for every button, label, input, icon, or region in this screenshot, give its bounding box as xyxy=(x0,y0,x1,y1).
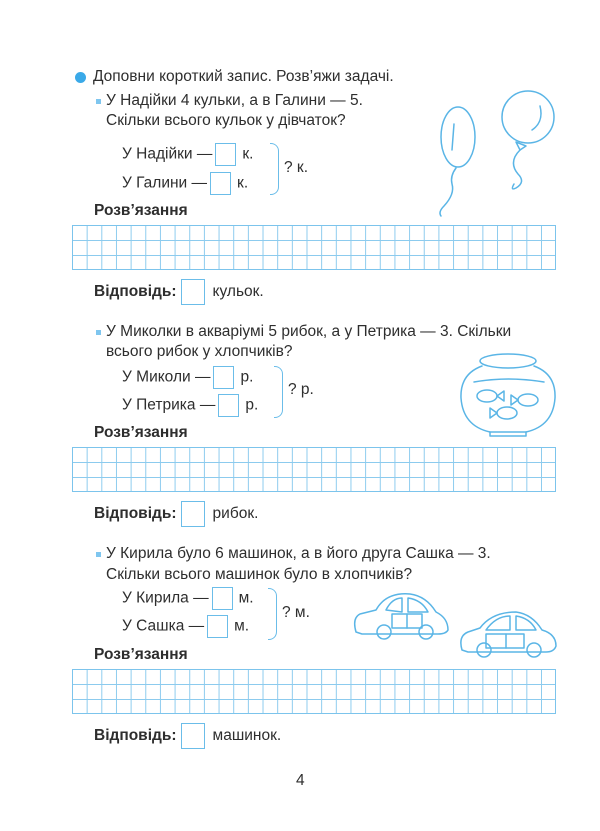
task3-answer-label: Відповідь: xyxy=(94,727,177,745)
unit: м. xyxy=(234,617,250,635)
fishbowl-illustration xyxy=(460,352,556,436)
task2-row1: У Миколи — xyxy=(122,368,211,386)
balloons-illustration xyxy=(430,92,560,217)
task1-answer-unit: кульок. xyxy=(212,283,264,301)
task3-line2: Скільки всього машинок було в хлопчиків? xyxy=(106,566,413,583)
task1-answer-label: Відповідь: xyxy=(94,283,177,301)
page-number: 4 xyxy=(296,772,305,789)
unit: р. xyxy=(240,368,254,386)
task1-answer-input[interactable] xyxy=(181,279,205,305)
task1-total: ? к. xyxy=(284,159,309,176)
unit: м. xyxy=(238,589,254,607)
brace xyxy=(270,143,279,195)
task1-solution-label: Розв’язання xyxy=(94,202,188,219)
task2-line1: У Миколки в акваріумі 5 рибок, а у Петрика — 3. Скільки xyxy=(106,323,512,340)
task2-answer-unit: рибок. xyxy=(212,505,259,523)
task1-row2: У Галини — xyxy=(122,174,208,192)
task1-solution-grid[interactable] xyxy=(72,225,556,270)
unit: к. xyxy=(242,145,254,163)
task2-line2: всього рибок у хлопчиків? xyxy=(106,343,293,360)
task3-row1: У Кирила — xyxy=(122,589,209,607)
task1-input1[interactable] xyxy=(215,143,236,166)
task1-line2: Скільки всього кульок у дівчаток? xyxy=(106,112,346,129)
task1-row1: У Надійки — xyxy=(122,145,213,163)
task3-solution-grid[interactable] xyxy=(72,669,556,714)
unit: р. xyxy=(245,396,259,414)
instruction: Доповни короткий запис. Розв’яжи задачі. xyxy=(93,68,394,85)
task2-input2[interactable] xyxy=(218,394,239,417)
task3-input2[interactable] xyxy=(207,615,228,638)
task3-input1[interactable] xyxy=(212,587,233,610)
task2-solution-grid[interactable] xyxy=(72,447,556,492)
task-bullet xyxy=(96,552,101,557)
brace xyxy=(274,366,283,418)
car-illustration xyxy=(458,606,558,656)
car-illustration xyxy=(352,588,452,638)
task2-total: ? р. xyxy=(288,381,314,398)
task3-solution-label: Розв’язання xyxy=(94,646,188,663)
task3-answer-input[interactable] xyxy=(181,723,205,749)
task2-row2: У Петрика — xyxy=(122,396,216,414)
task2-answer-input[interactable] xyxy=(181,501,205,527)
task3-total: ? м. xyxy=(282,604,310,621)
task1-input2[interactable] xyxy=(210,172,231,195)
task3-answer-unit: машинок. xyxy=(212,727,282,745)
task2-solution-label: Розв’язання xyxy=(94,424,188,441)
bullet-dot xyxy=(75,72,86,83)
task2-answer-label: Відповідь: xyxy=(94,505,177,523)
task2-input1[interactable] xyxy=(213,366,234,389)
task3-row2: У Сашка — xyxy=(122,617,205,635)
unit: к. xyxy=(237,174,249,192)
task-bullet xyxy=(96,99,101,104)
task1-line1: У Надійки 4 кульки, а в Галини — 5. xyxy=(106,92,363,109)
task3-line1: У Кирила було 6 машинок, а в його друга Сашка — 3. xyxy=(106,545,491,562)
brace xyxy=(268,588,277,640)
task-bullet xyxy=(96,330,101,335)
